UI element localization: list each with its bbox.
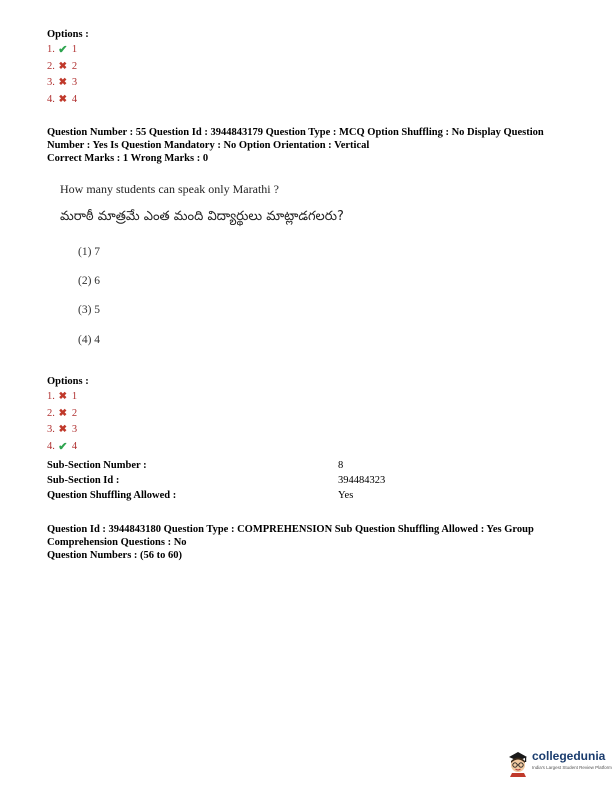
option-row [47, 75, 77, 92]
shuffling-allowed-label: Question Shuffling Allowed : [47, 490, 177, 501]
option-value: 3 [71, 424, 78, 435]
comprehension-line2: Comprehension Questions : No [47, 537, 187, 548]
question-meta-line2: Number : Yes Is Question Mandatory : No Option Orientation : Vertical [47, 140, 370, 151]
option-value: 4 [71, 93, 78, 105]
mascot-icon [506, 749, 530, 777]
option-number: 1. [47, 391, 55, 402]
prev-options-list [47, 42, 77, 108]
question-text-telugu: మరాఠీ మాత్రమే ఎంత మంది విద్యార్థులు మాట్లాడగలరు? [60, 209, 344, 224]
option-number: 2. [47, 407, 55, 419]
options-heading: Options : [47, 376, 89, 387]
subsection-id-label: Sub-Section Id : [47, 475, 120, 486]
option-number: 2. [47, 60, 55, 72]
choice-item: (4) 4 [78, 334, 101, 346]
option-number: 4. [47, 93, 55, 105]
check-mark-icon: ✔ [58, 440, 68, 453]
subsection-id-value: 394484323 [338, 475, 386, 486]
cross-mark-icon: ✖ [58, 407, 68, 419]
option-value: 3 [71, 77, 78, 88]
collegedunia-logo [506, 746, 612, 780]
subsection-number-value: 8 [338, 460, 344, 471]
question-meta-line1: Question Number : 55 Question Id : 3944843179 Question Type : MCQ Option Shuffling : No Display Question [47, 127, 544, 138]
option-row [47, 439, 77, 456]
logo-tagline: India's Largest Student Review Platform [532, 765, 612, 770]
option-value: 1 [71, 44, 78, 55]
cross-mark-icon: ✖ [58, 424, 68, 435]
option-row [47, 422, 77, 439]
subsection-number-label: Sub-Section Number : [47, 460, 147, 471]
option-row [47, 42, 77, 59]
cross-mark-icon: ✖ [58, 391, 68, 402]
option-row [47, 406, 77, 423]
comprehension-meta [47, 523, 587, 562]
shuffling-allowed-value: Yes [338, 490, 354, 501]
option-value: 4 [71, 440, 78, 452]
comprehension-line3: Question Numbers : (56 to 60) [47, 550, 183, 561]
option-row [47, 389, 77, 406]
cross-mark-icon: ✖ [58, 77, 68, 88]
question-options-list [47, 389, 77, 455]
check-mark-icon: ✔ [58, 44, 68, 56]
option-number: 3. [47, 424, 55, 435]
choice-item: (2) 6 [78, 275, 101, 287]
option-value: 2 [71, 407, 78, 419]
logo-name: collegedunia [532, 749, 606, 763]
choice-item: (1) 7 [78, 246, 101, 258]
option-row [47, 92, 77, 109]
option-number: 4. [47, 440, 55, 452]
choice-item: (3) 5 [78, 304, 101, 316]
question-marks: Correct Marks : 1 Wrong Marks : 0 [47, 153, 209, 164]
cross-mark-icon: ✖ [58, 93, 68, 105]
option-value: 2 [71, 60, 78, 72]
option-number: 3. [47, 77, 55, 88]
question-text-english: How many students can speak only Marathi ? [60, 182, 279, 196]
options-heading: Options : [47, 29, 89, 40]
option-number: 1. [47, 44, 55, 55]
comprehension-line1: Question Id : 3944843180 Question Type : COMPREHENSION Sub Question Shuffling Allowed : Yes Group [47, 524, 534, 535]
option-row [47, 59, 77, 76]
cross-mark-icon: ✖ [58, 60, 68, 72]
question-meta [47, 126, 587, 165]
option-value: 1 [71, 391, 78, 402]
